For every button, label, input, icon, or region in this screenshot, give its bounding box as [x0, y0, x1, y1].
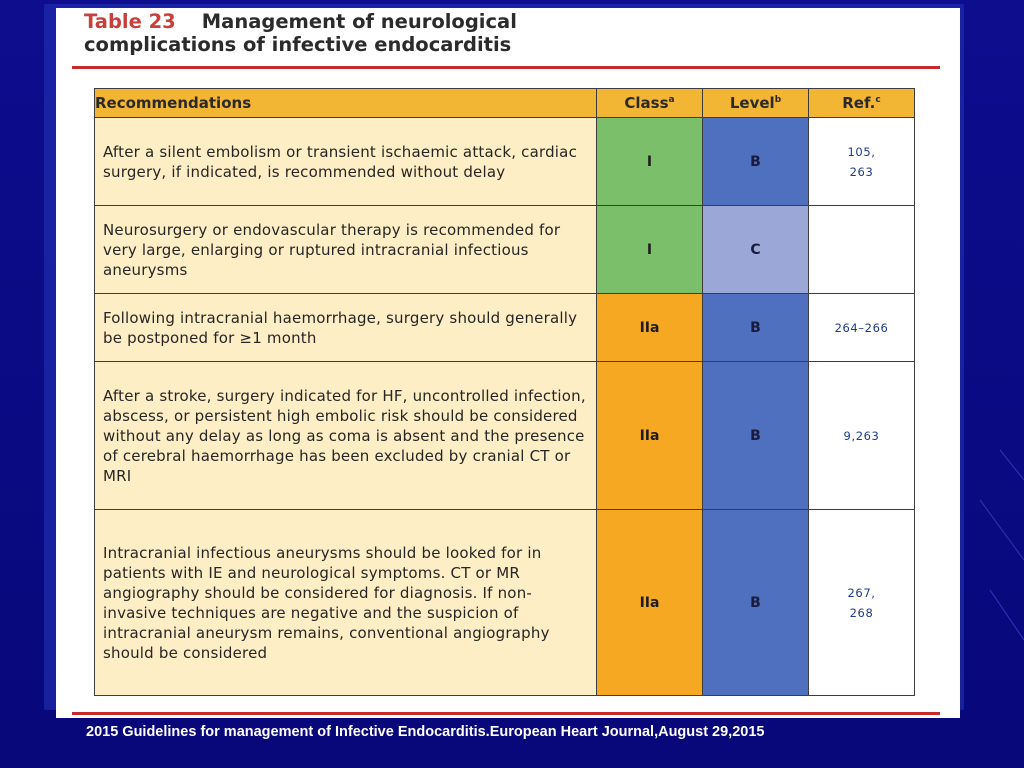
- table-row: [95, 118, 915, 206]
- class-cell: IIa: [597, 294, 703, 362]
- bottom-rule: [72, 712, 940, 715]
- citation-footer: 2015 Guidelines for management of Infective Endocarditis.European Heart Journal,August 29,2015: [86, 724, 765, 740]
- ref-cell: [809, 206, 915, 294]
- recommendation-text: After a silent embolism or transient ischaemic attack, cardiac surgery, if indicated, is recommended without delay: [95, 118, 597, 206]
- table-header-row: [95, 89, 915, 118]
- recommendation-text: Neurosurgery or endovascular therapy is recommended for very large, enlarging or ruptured intracranial infectious aneurysms: [95, 206, 597, 294]
- recommendation-text: Following intracranial haemorrhage, surgery should generally be postponed for ≥1 month: [95, 294, 597, 362]
- ref-cell: [809, 510, 915, 696]
- table-row: [95, 362, 915, 510]
- ref-line: 105,: [847, 144, 876, 159]
- header-level: Level$^b$: [703, 89, 809, 118]
- level-cell: B: [703, 362, 809, 510]
- table-panel: [56, 8, 960, 718]
- ref-line: 267,: [847, 585, 876, 600]
- recommendations-table: [94, 88, 915, 696]
- header-ref: Ref.$^c$: [809, 89, 915, 118]
- ref-line: 264–266: [834, 320, 889, 335]
- class-cell: IIa: [597, 510, 703, 696]
- ref-line: 9,263: [843, 428, 880, 443]
- ref-cell: [809, 294, 915, 362]
- recommendation-text: Intracranial infectious aneurysms should be looked for in patients with IE and neurological symptoms. CT or MR angiography should be considered for diagnosis. If non-invasive techniques are negative and the suspicion of intracranial aneurysm remains, conventional angiography should be considered: [95, 510, 597, 696]
- header-recommendations: Recommendations: [95, 89, 597, 118]
- level-cell: B: [703, 294, 809, 362]
- level-cell: C: [703, 206, 809, 294]
- level-cell: B: [703, 118, 809, 206]
- ref-cell: [809, 362, 915, 510]
- level-cell: B: [703, 510, 809, 696]
- table-label: Table 23: [84, 10, 176, 33]
- ref-cell: [809, 118, 915, 206]
- table-row: [95, 294, 915, 362]
- table-row: [95, 206, 915, 294]
- title-line-1: Management of neurological: [201, 10, 517, 33]
- top-rule: [72, 66, 940, 69]
- table-title: [84, 10, 944, 56]
- table-row: [95, 510, 915, 696]
- class-cell: I: [597, 118, 703, 206]
- class-cell: IIa: [597, 362, 703, 510]
- recommendation-text: After a stroke, surgery indicated for HF, uncontrolled infection, abscess, or persistent high embolic risk should be considered without any delay as long as coma is absent and the presence of cerebral haemorrhage has been excluded by cranial CT or MRI: [95, 362, 597, 510]
- title-line-2: complications of infective endocarditis: [84, 33, 512, 56]
- class-cell: I: [597, 206, 703, 294]
- header-class: Class$^a$: [597, 89, 703, 118]
- ref-line: 263: [849, 164, 874, 179]
- decorative-lines: [960, 440, 1024, 680]
- ref-line: 268: [849, 605, 874, 620]
